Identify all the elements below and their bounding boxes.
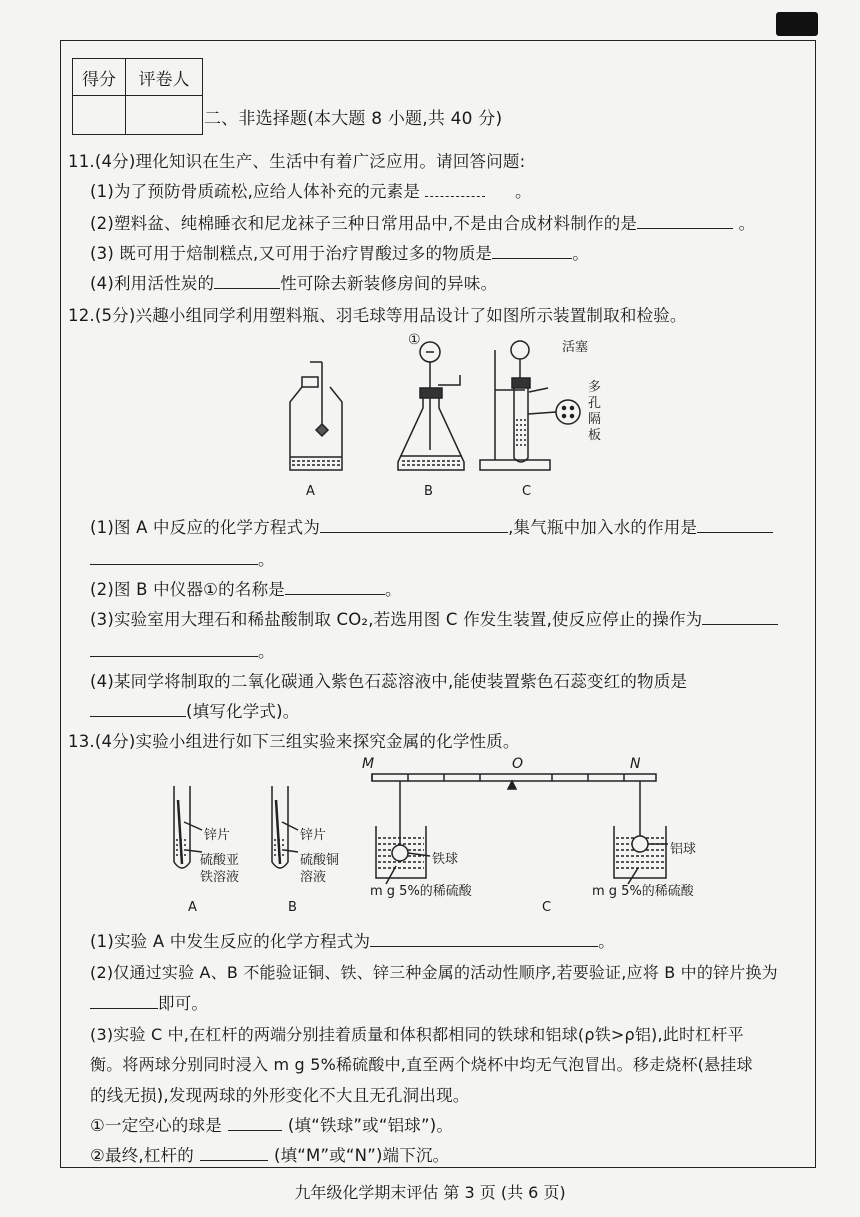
tube-a [174,786,202,868]
flask-b [398,342,464,470]
q11-part4-end: 性可除去新装修房间的异味。 [280,274,498,293]
q11-part1 [90,178,532,202]
q11-part3-end: 。 [572,244,589,263]
q12-part2-end: 。 [384,580,402,599]
q13-blank2[interactable] [90,994,158,1009]
q12-blank3[interactable] [285,580,385,595]
q12-blank2-cont[interactable] [90,550,258,565]
q12-part4-end: (填写化学式)。 [186,702,300,721]
score-cell[interactable] [73,96,126,135]
q13-part1-end: 。 [598,932,615,951]
q12-blank4-cont[interactable] [90,642,258,657]
fig13-label-c: C [542,900,552,915]
q11-stem: 11.(4分)理化知识在生产、生活中有着广泛应用。请回答问题: [68,152,526,171]
fig13-label-a: A [188,900,197,915]
fig13-label-b: B [288,900,297,915]
q12-part1-cont [90,546,275,570]
score-header: 得分 [73,59,126,96]
q11-part4-text: (4)利用活性炭的 [90,274,215,293]
q13-part3-line1: (3)实验 C 中,在杠杆的两端分别挂着质量和体积都相同的铁球和铝球(ρ铁>ρ铝),此时杠杆平 [90,1025,744,1044]
q12-part1 [90,514,773,538]
plate-char-2: 孔 [588,396,602,411]
q13-blank1[interactable] [370,932,598,947]
solution-a-line2: 铁溶液 [200,870,240,885]
q12-part3-cont [90,638,275,662]
beaker-alu [614,781,668,884]
q11-part2-text: (2)塑料盆、纯棉睡衣和尼龙袜子三种日常用品中,不是由合成材料制作的是 [90,214,638,233]
grader-cell[interactable] [126,96,203,135]
q13-sub1 [90,1112,453,1136]
q13-sub1-end: (填“铁球”或“铝球”)。 [287,1116,454,1135]
label-zinc-a: 锌片 [204,828,231,843]
solution-a-line1: 硫酸亚 [200,853,240,868]
q11-blank1[interactable] [425,182,485,197]
q13-blank3[interactable] [228,1116,282,1131]
q13-blank4[interactable] [200,1146,268,1161]
q12-blank2[interactable] [697,518,773,533]
plate-char-4: 板 [588,428,602,443]
lever [372,774,656,789]
beaker-iron [376,781,430,884]
q11-part2-end: 。 [738,214,756,233]
plate-char-1: 多 [588,380,602,395]
label-circle1: ① [408,332,421,348]
label-iron-ball: 铁球 [432,852,459,867]
grader-header: 评卷人 [126,59,203,96]
q12-stem: 12.(5分)兴趣小组同学利用塑料瓶、羽毛球等用品设计了如图所示装置制取和检验。 [68,306,687,325]
q12-part2 [90,576,402,600]
fig12-label-c: C [522,484,532,499]
q12-blank1[interactable] [320,518,508,533]
plate-char-3: 隔 [588,412,602,427]
q13-sub1-text: ①一定空心的球是 [90,1116,222,1135]
q12-part4: (4)某同学将制取的二氧化碳通入紫色石蕊溶液中,能使装置紫色石蕊变红的物质是 [90,672,688,691]
stand-c [480,341,580,470]
label-alu-ball: 铝球 [670,842,697,857]
q13-sub2 [90,1142,449,1166]
label-m: M [362,756,375,772]
tube-b [272,786,298,868]
q12-part4-cont [90,698,299,722]
q11-blank4[interactable] [214,274,280,289]
q13-part1-text: (1)实验 A 中发生反应的化学方程式为 [90,932,371,951]
q13-part3-line3: 的线无损),发现两球的外形变化不大且无孔洞出现。 [90,1086,470,1105]
q11-part2 [90,210,755,234]
q13-stem: 13.(4分)实验小组进行如下三组实验来探究金属的化学性质。 [68,732,520,751]
label-o: O [512,756,524,772]
q13-part3-line2: 衡。将两球分别同时浸入 m g 5%稀硫酸中,直至两个烧杯中均无气泡冒出。移走烧杯(悬挂球 [90,1055,753,1074]
label-plug: 活塞 [562,340,589,355]
q13-part2: (2)仅通过实验 A、B 不能验证铜、铁、锌三种金属的活动性顺序,若要验证,应将 B 中的锌片换为 [90,963,778,982]
q12-part3-text: (3)实验室用大理石和稀盐酸制取 CO₂,若选用图 C 作发生装置,使反应停止的操作为 [90,610,703,629]
q13-sub2-text: ②最终,杠杆的 [90,1146,194,1165]
q12-blank4[interactable] [702,610,778,625]
page-footer: 九年级化学期末评估 第 3 页 (共 6 页) [294,1183,566,1202]
q11-part3 [90,240,589,264]
q12-part1-mid: ,集气瓶中加入水的作用是 [508,518,698,537]
q12-part2-text: (2)图 B 中仪器①的名称是 [90,580,285,599]
solution-b-line1: 硫酸铜 [300,853,340,868]
q11-blank2[interactable] [637,214,733,229]
label-n: N [630,756,641,772]
q12-part1-end: 。 [258,550,275,569]
q12-part3-end: 。 [258,642,275,661]
q11-part1-end: 。 [514,182,532,201]
corner-mark [776,12,818,36]
q13-sub2-end: (填“M”或“N”)端下沉。 [273,1146,450,1165]
q13-part2-cont [90,990,208,1014]
q12-blank5[interactable] [90,702,186,717]
solution-b-line2: 溶液 [300,870,327,885]
q11-part1-text: (1)为了预防骨质疏松,应给人体补充的元素是 [90,182,421,201]
label-plate [588,380,601,444]
label-solution-b [300,852,339,886]
q12-part3 [90,606,778,630]
score-table [72,58,203,135]
q13-part2-end: 即可。 [158,994,209,1013]
section-title: 二、非选择题(本大题 8 小题,共 40 分) [204,109,503,129]
bottle-a [290,362,342,470]
q12-part1-text: (1)图 A 中反应的化学方程式为 [90,518,321,537]
label-zinc-b: 锌片 [300,828,327,843]
q13-part1 [90,928,615,952]
fig12-label-a: A [306,484,315,499]
label-solution-a [200,852,239,886]
label-acid-2: m g 5%的稀硫酸 [592,884,694,899]
q12-figure [280,330,590,480]
fig12-label-b: B [424,484,433,499]
q11-blank3[interactable] [492,244,572,259]
label-acid-1: m g 5%的稀硫酸 [370,884,472,899]
q11-part3-text: (3) 既可用于焙制糕点,又可用于治疗胃酸过多的物质是 [90,244,493,263]
q11-part4 [90,270,497,294]
